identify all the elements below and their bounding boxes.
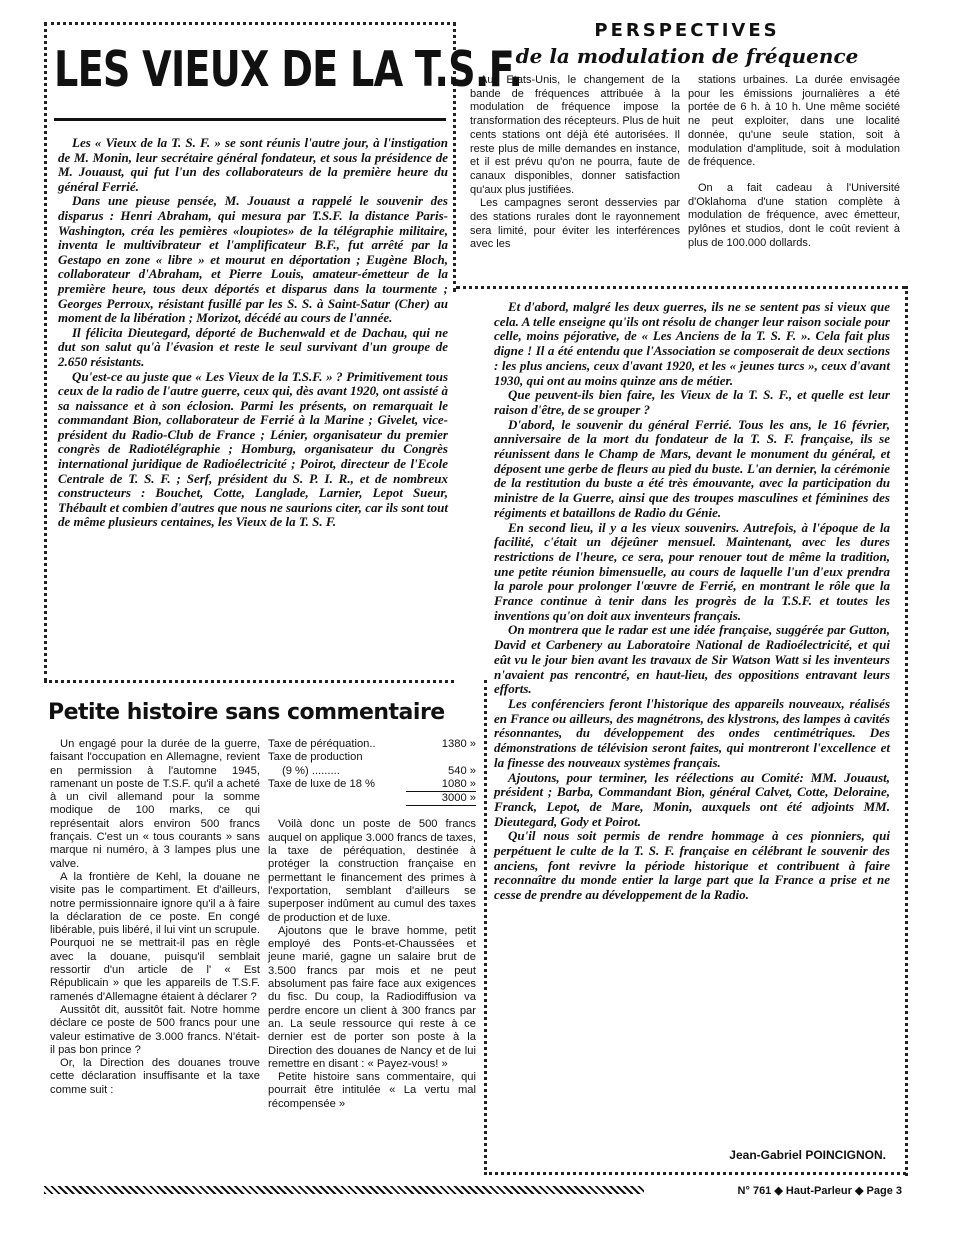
perspectives-paragraph: Aux Etats-Unis, le changement de la bande de fréquences attribuée à la modulation de fréquence impose la transformation des récepteurs. Plus de huit cents stations ont déjà été autorisées. Il reste plus de mille demandes en instance, et il est prévu qu'on ne pourra, faute de canaux disponibles, donner satisfaction qu'aux plus justifiées. — [470, 74, 680, 196]
perspectives-column-1 — [470, 74, 680, 252]
tax-row — [268, 778, 476, 792]
box-top-border — [44, 22, 456, 25]
perspectives-bottom-border — [456, 286, 906, 289]
petite-paragraph: A la frontière de Kehl, la douane ne visite pas le compartiment. Et d'ailleurs, notre permissionnaire ignore qu'il a à faire la déclaration de ce poste. En congé libérable, puis libéré, il lui vint un scrupule. Pourquoi ne se mettrait-il pas en règle avec la douane, puisqu'il semblait ressortir d'un article de l' « Est Républicain » que les appareils de T.S.F. ramenés d'Allemagne étaient à déclarer ? — [50, 870, 260, 1003]
author-signature: Jean-Gabriel POINCIGNON. — [729, 1148, 886, 1162]
petite-column-1 — [50, 738, 260, 1097]
right-paragraph: Qu'il nous soit permis de rendre hommage à ces pionniers, qui perpétuent le culte de la T. S. F. française en célébrant le souvenir des anciens, font revivre la période historique et contribuent à faire reconnaître du monde entier la large part que la France a prise et ne cesse de prendre au développement de la Radio. — [494, 828, 890, 903]
vieux-paragraph: Il félicita Dieutegard, déporté de Buchenwald et de Dachau, qui ne dut son salut qu'à l'évasion et reste le seul survivant d'un groupe de 2.650 résistants. — [58, 324, 448, 369]
tax-total-row — [268, 792, 476, 806]
vieux-paragraph: Les « Vieux de la T. S. F. » se sont réunis l'autre jour, à l'instigation de M. Monin, leur secrétaire général fondateur, et sous la présidence de M. Jouaust, qui fut l'un des collaborateurs de la première heure du général Ferrié. — [58, 135, 448, 194]
headline-rule — [54, 118, 446, 121]
tax-row — [268, 765, 476, 778]
tax-label: (9 %) ......... — [282, 764, 340, 777]
tax-table — [268, 738, 476, 806]
perspectives-title: PERSPECTIVES — [594, 20, 780, 41]
right-bottom-border — [484, 1172, 906, 1175]
tax-value: 1080 » — [406, 778, 476, 792]
page-number: Page 3 — [866, 1185, 902, 1197]
perspectives-column-2 — [688, 74, 900, 250]
vieux-article-box — [44, 22, 523, 682]
tax-value: 540 » — [448, 764, 476, 777]
right-paragraph: En second lieu, il y a les vieux souvenirs. Autrefois, à l'époque de la facilité, c'était un déjeûner mensuel. Maintenant, avec les dures restrictions de l'heure, ce sera, pour renouer tout de même la tradition, une petite réunion bimensuelle, au cours de laquelle l'un d'eux prendra la parole pour prolonger l'œuvre de Ferrié, en montrant le rôle que la France continue à tenir dans les progrès de la T.S.F. et toutes les inventions qu'on doit aux inventeurs français. — [494, 519, 890, 623]
vieux-body — [58, 136, 448, 530]
tax-value: 1380 » — [441, 738, 476, 750]
petite-paragraph: Ajoutons que le brave homme, petit employé des Ponts-et-Chaussées et jeune marié, gagne un salaire brut de 3.500 francs par mois et ne peut absolument pas faire face aux exigences du fisc. Du coup, la Radiodiffusion va perdre encore un client à 300 francs par an. La seule ressource qui reste à ce dernier est de porter son poste à la Direction des douanes de Nancy et de lui remettre en disant : « Payez-vous! » — [268, 924, 476, 1070]
tax-label: Taxe de péréquation.. — [268, 738, 376, 750]
tax-label: Taxe de production — [268, 751, 363, 764]
petite-paragraph: Petite histoire sans commentaire, qui pourrait être intitulée « La vertu mal récompensée » — [268, 1071, 476, 1110]
petite-paragraph: Voilà donc un poste de 500 francs auquel on applique 3.000 francs de taxes, la taxe de péréquation, destinée à protéger la construction française en permettant le financement des primes à l'exportation, semblant d'ailleurs se superposer indûment au cumul des taxes de production et de luxe. — [268, 818, 476, 924]
right-paragraph: Et d'abord, malgré les deux guerres, ils ne se sentent pas si vieux que cela. A telle enseigne qu'ils ont résolu de changer leur raison sociale pour celle, moins péjorative, de « Les Anciens de la T. S. F. ». Cela fait plus digne ! Il a été entendu que l'Association se composerait de deux sections : les plus anciens, ceux d'avant 1920, et les « jeunes turcs », ceux d'avant 1930, qui ont au moins quinze ans de métier. — [494, 299, 890, 388]
petite-paragraph: Aussitôt dit, aussitôt fait. Notre homme déclare ce poste de 500 francs pour une valeur estimative de 3.000 francs. N'était-il pas bon prince ? — [50, 1003, 260, 1056]
tax-total: 3000 » — [406, 792, 476, 806]
vieux-paragraph: Qu'est-ce au juste que « Les Vieux de la T.S.F. » ? Primitivement tous ceux de la radio de l'autre guerre, ceux qui, dès avant 1920, ont assisté à sa naissance et à son éclosion. Parmi les présents, on remarquait le commandant Bion, collaborateur de Ferrié à la Marine ; Givelet, vice-président du Radio-Club de France ; Lénier, organisateur du premier congrès de Radiotélégraphie ; Homburg, organisateur du Congrès international juridique de Radioélectricité ; Poirot, directeur de l'Ecole Centrale de T. S. F. ; Serf, président du S. P. I. R., et de nombreux constructeurs : Bouchet, Cotte, Langlade, Larnier, Lepot Sueur, Thébault et combien d'autres que nous ne saurions citer, car ils sont tout de même plusieurs centaines, les Vieux de la T. S. F. — [58, 368, 448, 530]
tax-row — [268, 751, 476, 764]
tax-value — [406, 751, 476, 764]
tax-label: Taxe de luxe de 18 % — [268, 777, 375, 790]
issue-number: N° 761 — [737, 1185, 772, 1197]
box-bottom-border — [44, 680, 454, 683]
perspectives-subtitle: de la modulation de fréquence — [515, 44, 859, 68]
petite-histoire-title: Petite histoire sans commentaire — [48, 700, 445, 725]
vieux-paragraph: Dans une pieuse pensée, M. Jouaust a rappelé le souvenir des disparus : Henri Abraham, qui mesura par T.S.F. la distance Paris-Washington, créa les pemières «loupiotes» de la télégraphie militaire, inventa le multivibrateur et l'amplificateur B.F., fut arrêté par la Gestapo en zone « libre » et mourut en déportation ; Eugène Bloch, collaborateur d'Abraham, et Pierre Louis, amateur-émetteur de la première heure, tous deux déportés et disparus dans la tourmente ; Georges Perroux, résistant fusillé par les S. S. à Saint-Satur (Cher) au moment de la libération ; Morizot, décédé au cours de l'année. — [58, 193, 448, 326]
right-paragraph: Ajoutons, pour terminer, les réélections au Comité: MM. Jouaust, président ; Barba, Commandant Bion, général Calvet, Cotte, Deloraine, Franck, Lepot, de Mare, Monin, auxquels ont été adjoints MM. Dieutegard, Gody et Poirot. — [494, 769, 890, 829]
right-article-body — [494, 300, 890, 903]
perspectives-paragraph: stations urbaines. La durée envisagée pour les émissions journalières a été portée de 6 h. à 10 h. Une même société ne peut exploiter, dans une localité donnée, qu'une seule station, soit à modulation d'amplitude, soit à modulation de fréquence. — [688, 74, 900, 169]
diamond-icon: ◆ — [855, 1185, 864, 1197]
box-left-border — [44, 22, 47, 682]
perspectives-paragraph: Les campagnes seront desservies par des stations rurales dont le rayonnement sera limité, pour éviter les interférences avec les — [470, 197, 680, 251]
petite-paragraph: Or, la Direction des douanes trouve cette déclaration insuffisante et la taxe comme suit : — [50, 1057, 260, 1096]
right-paragraph: On montrera que le radar est une idée française, suggérée par Gutton, David et Carbenery au Laboratoire National de Radioélectricité, et qui eût vu le jour bien avant les travaux de Sir Watson Watt si les inventeurs n'avaient pas rencontré, en haut-lieu, des oppositions entravant leurs efforts. — [494, 622, 890, 697]
petite-column-2 — [268, 738, 476, 1111]
perspectives-paragraph: On a fait cadeau à l'Université d'Oklahoma d'une station complète à modulation de fréquence, avec émetteur, pylônes et studios, dont le coût revient à plus de 100.000 dollards. — [688, 181, 900, 249]
vieux-headline: LES VIEUX DE LA T.S.F. — [54, 41, 523, 98]
petite-paragraph: Un engagé pour la durée de la guerre, faisant l'occupation en Allemagne, revient en permission à l'automne 1945, ramenant un poste de T.S.F. qu'il a acheté à un civil allemand pour la somme modique de 100 marks, ce qui représentait alors environ 500 francs français. C'est un « tous courants » sans marque ni numéro, à 3 lampes plus une valve. — [50, 738, 260, 870]
diamond-icon: ◆ — [774, 1185, 783, 1197]
tax-row — [268, 738, 476, 751]
footer-rule — [44, 1186, 644, 1194]
magazine-name: Haut-Parleur — [785, 1185, 852, 1197]
right-paragraph: D'abord, le souvenir du général Ferrié. Tous les ans, le 16 février, anniversaire de la mort du fondateur de la T. S. F. française, ils se réunissent dans le Champ de Mars, devant le monument du général, et déposent une gerbe de fleurs au pied du buste. L'an dernier, la cérémonie de la restitution du buste a été très émouvante, avec la participation du ministre de la Guerre, ainsi que des troupes masculines et féminines des régiments et bataillons de Radio du Génie. — [494, 416, 890, 520]
right-paragraph: Que peuvent-ils bien faire, les Vieux de la T. S. F., et quelle est leur raison d'être, de se grouper ? — [494, 387, 890, 417]
right-paragraph: Les conférenciers feront l'historique des appareils nouveaux, réalisés en France ou ailleurs, des magnétrons, des klystrons, des lampes à cavités résonnantes, du développement des ondes centimétriques. Des démonstrations de télévision seront faites, qui montreront l'excellence et la finesse des nouveaux systèmes français. — [494, 695, 890, 770]
right-column-border — [905, 286, 908, 1176]
page-footer — [652, 1184, 902, 1197]
right-column-left-border — [484, 680, 487, 1170]
